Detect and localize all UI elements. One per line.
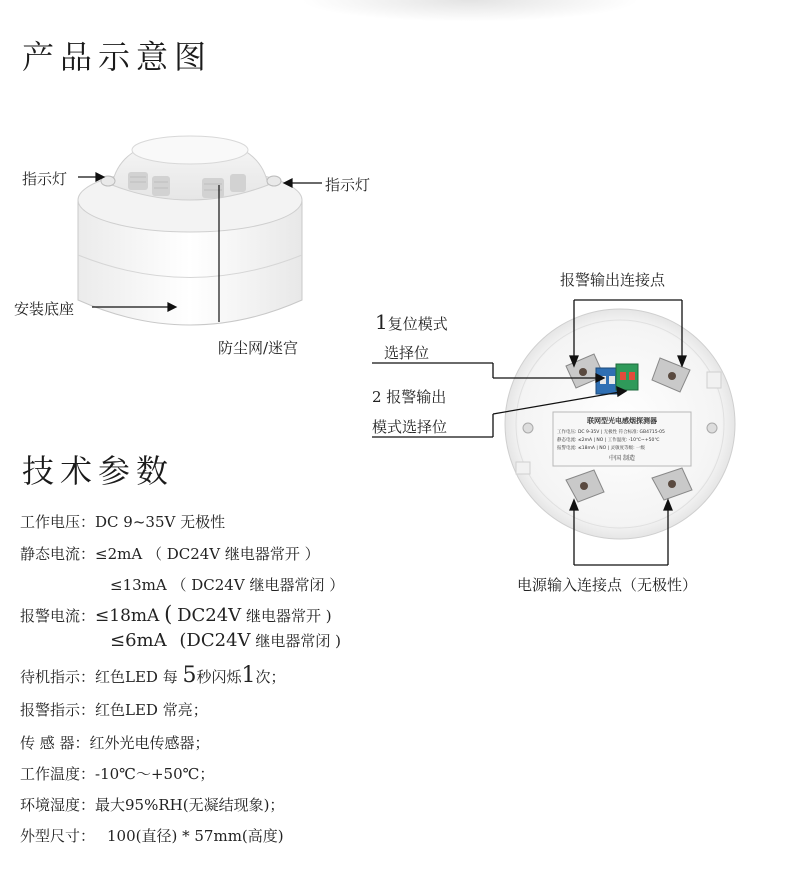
spec-humidity	[20, 794, 284, 815]
spec-paren: )	[335, 632, 341, 650]
spec-value: ≤18mA	[95, 606, 160, 626]
spec-label: 工作温度：	[20, 765, 96, 783]
spec-value: 1	[241, 663, 256, 688]
nameplate	[553, 412, 691, 466]
spec-alarm-current-2	[110, 630, 341, 651]
indicator-left-label: 指示灯	[22, 170, 68, 188]
spec-temperature	[20, 763, 214, 784]
spec-value: 100(直径) * 57mm(高度)	[107, 827, 284, 845]
diagram-section-title: 产品示意图	[22, 38, 213, 76]
spec-value: 红色LED 常亮；	[95, 701, 208, 719]
spec-value: DC 9~35V 无极性	[95, 513, 226, 531]
spec-label: 报警指示：	[20, 701, 96, 719]
nameplate-title: 联网型光电感烟探测器	[587, 417, 657, 425]
spec-label: 外型尺寸：	[20, 827, 96, 845]
nameplate-row: 静态电流: ≤2mA | NO | 工作温度: -10℃~+50℃	[557, 438, 660, 443]
spec-alarm-current	[20, 602, 332, 626]
spec-paren: (	[164, 602, 173, 626]
spec-value: ≤2mA （ DC24V 继电器常开 ）	[95, 545, 320, 563]
spec-paren: )	[325, 607, 332, 625]
spec-value: 红色LED 每	[95, 668, 178, 686]
spec-value: 最大95%RH(无凝结现象)；	[95, 796, 285, 814]
spec-value: 继电器常开	[245, 607, 321, 625]
reset-mode-text: 复位模式	[387, 315, 448, 333]
power-input-point-label: 电源输入连接点（无极性）	[517, 576, 698, 594]
spec-value: 继电器常闭	[255, 632, 331, 650]
dust-mesh-label: 防尘网/迷宫	[218, 339, 299, 357]
spec-voltage	[20, 511, 225, 532]
spec-value: 秒闪烁	[196, 668, 242, 686]
reset-mode-label	[375, 310, 448, 334]
spec-label: 传 感 器：	[20, 734, 90, 752]
spec-value: -10℃～+50℃；	[95, 765, 215, 783]
alarm-output-point-label: 报警输出连接点	[560, 271, 666, 289]
nameplate-origin: 中国 制造	[609, 455, 635, 462]
spec-alarm-indicator	[20, 699, 208, 720]
reset-mode-number: 1	[375, 310, 388, 334]
spec-static-current	[20, 543, 320, 564]
spec-value: ≤6mA	[110, 630, 167, 651]
reset-mode-label-line2: 选择位	[384, 344, 430, 362]
nameplate-row: 工作电压: DC 9-35V | 无极性 符合标准: GB4715-05	[557, 430, 665, 435]
alarm-mode-label-line2: 模式选择位	[372, 418, 448, 436]
mounting-base-label: 安装底座	[14, 300, 75, 318]
spec-label: 报警电流：	[20, 607, 96, 625]
spec-label: 静态电流：	[20, 545, 96, 563]
spec-static-current-2: ≤13mA （ DC24V 继电器常闭 ）	[110, 576, 345, 594]
spec-value: 红外光电传感器；	[89, 734, 210, 752]
spec-dimensions	[20, 825, 284, 846]
specs-section-title: 技术参数	[22, 452, 175, 490]
spec-standby-indicator	[20, 663, 286, 688]
indicator-right-label: 指示灯	[325, 176, 371, 194]
nameplate-row: 报警电流: ≤18mA | NO | 灵敏度等级: 一级	[557, 446, 646, 451]
spec-sensor	[20, 732, 210, 753]
spec-label: 工作电压：	[20, 513, 96, 531]
spec-value: 5	[182, 663, 197, 688]
spec-label: 待机指示：	[20, 668, 96, 686]
spec-value: (DC24V	[179, 630, 251, 651]
alarm-mode-label-line1: 2 报警输出	[372, 388, 447, 406]
spec-value: 次；	[255, 668, 286, 686]
spec-value: DC24V	[177, 605, 242, 626]
spec-label: 环境湿度：	[20, 796, 96, 814]
